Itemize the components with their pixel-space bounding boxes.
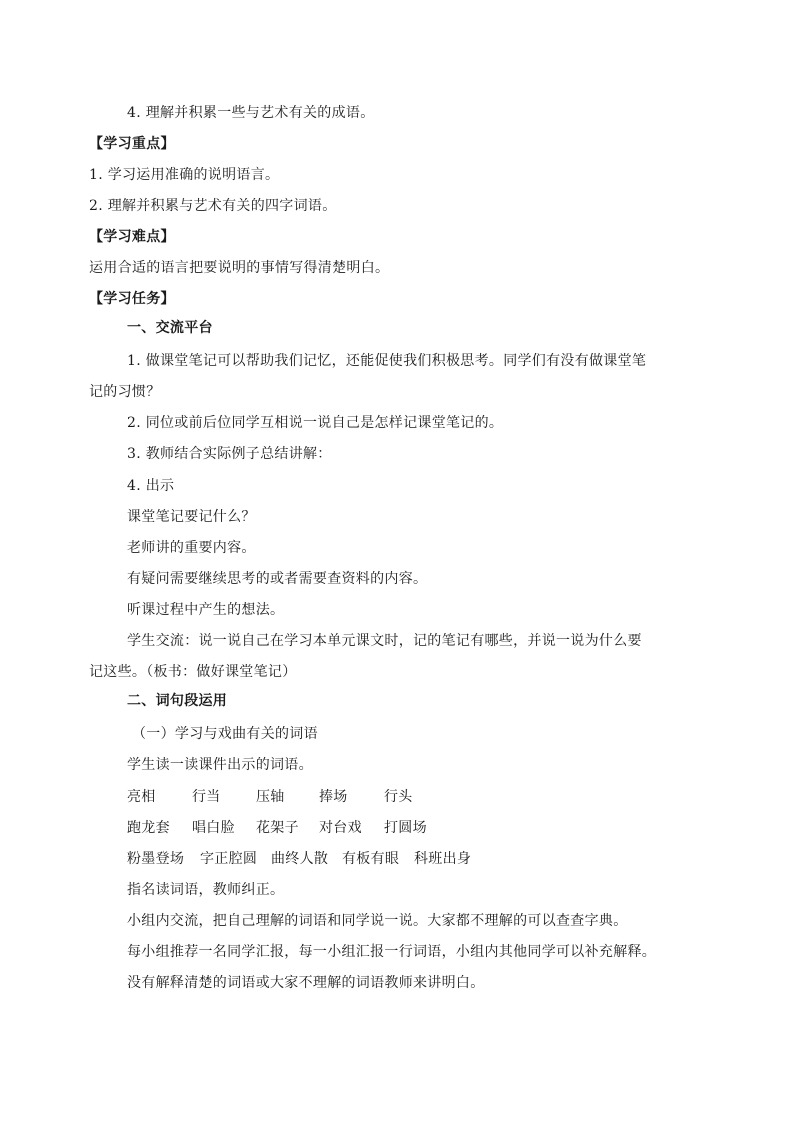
word-item: 行当 [192, 789, 221, 805]
word-item: 跑龙套 [127, 820, 170, 836]
paragraph-3: 3. 教师结合实际例子总结讲解： [127, 446, 332, 462]
key-point-2: 2. 理解并积累与艺术有关的四字词语。 [89, 198, 337, 214]
word-item: 捧场 [319, 789, 348, 805]
paragraph-1-line-2: 记的习惯？ [89, 384, 161, 400]
step-3: 每小组推荐一名同学汇报，每一小组汇报一行词语，小组内其他同学可以补充解释。 [127, 944, 657, 960]
objective-4: 4. 理解并积累一些与艺术有关的成语。 [127, 105, 375, 121]
paragraph-2: 2. 同位或前后位同学互相说一说自己是怎样记课堂笔记的。 [127, 415, 504, 431]
paragraph-1-line-1: 1. 做课堂笔记可以帮助我们记忆，还能促使我们积极思考。同学们有没有做课堂笔 [127, 353, 647, 369]
exchange-line-2: 记这些。（板书：做好课堂笔记） [89, 664, 297, 680]
word-item: 科班出身 [414, 851, 472, 867]
word-item: 有板有眼 [342, 851, 400, 867]
answer-2: 有疑问需要继续思考的或者需要查资料的内容。 [127, 571, 428, 587]
word-item: 花架子 [256, 820, 299, 836]
paragraph-4: 4. 出示 [127, 478, 175, 494]
key-points-heading: 【学习重点】 [89, 136, 175, 152]
word-item: 打圆场 [384, 820, 427, 836]
word-item: 粉墨登场 [127, 851, 185, 867]
step-4: 没有解释清楚的词语或大家不理解的词语教师来讲明白。 [127, 975, 485, 991]
section1-heading: 一、交流平台 [127, 320, 213, 336]
word-item: 字正腔圆 [200, 851, 258, 867]
step-2: 小组内交流，把自己理解的词语和同学说一说。大家都不理解的可以查查字典。 [127, 913, 628, 929]
word-item: 压轴 [256, 789, 285, 805]
section2-heading: 二、词句段运用 [127, 693, 228, 709]
word-item: 对台戏 [319, 820, 362, 836]
answer-1: 老师讲的重要内容。 [127, 540, 256, 556]
word-item: 唱白脸 [192, 820, 235, 836]
word-item: 亮相 [127, 789, 156, 805]
key-point-1: 1. 学习运用准确的说明语言。 [89, 167, 280, 183]
answer-3: 听课过程中产生的想法。 [127, 602, 285, 618]
word-item: 曲终人散 [271, 851, 329, 867]
tasks-heading: 【学习任务】 [89, 291, 175, 307]
read-words-instruction: 学生读一读课件出示的词语。 [127, 757, 313, 773]
difficulty-heading: 【学习难点】 [89, 229, 175, 245]
difficulty-1: 运用合适的语言把要说明的事情写得清楚明白。 [89, 260, 390, 276]
question-1: 课堂笔记要记什么？ [127, 509, 256, 525]
subsection1-heading: （一）学习与戏曲有关的词语 [132, 726, 318, 742]
step-1: 指名读词语，教师纠正。 [127, 882, 285, 898]
word-item: 行头 [384, 789, 413, 805]
exchange-line-1: 学生交流：说一说自己在学习本单元课文时，记的笔记有哪些，并说一说为什么要 [127, 633, 642, 649]
